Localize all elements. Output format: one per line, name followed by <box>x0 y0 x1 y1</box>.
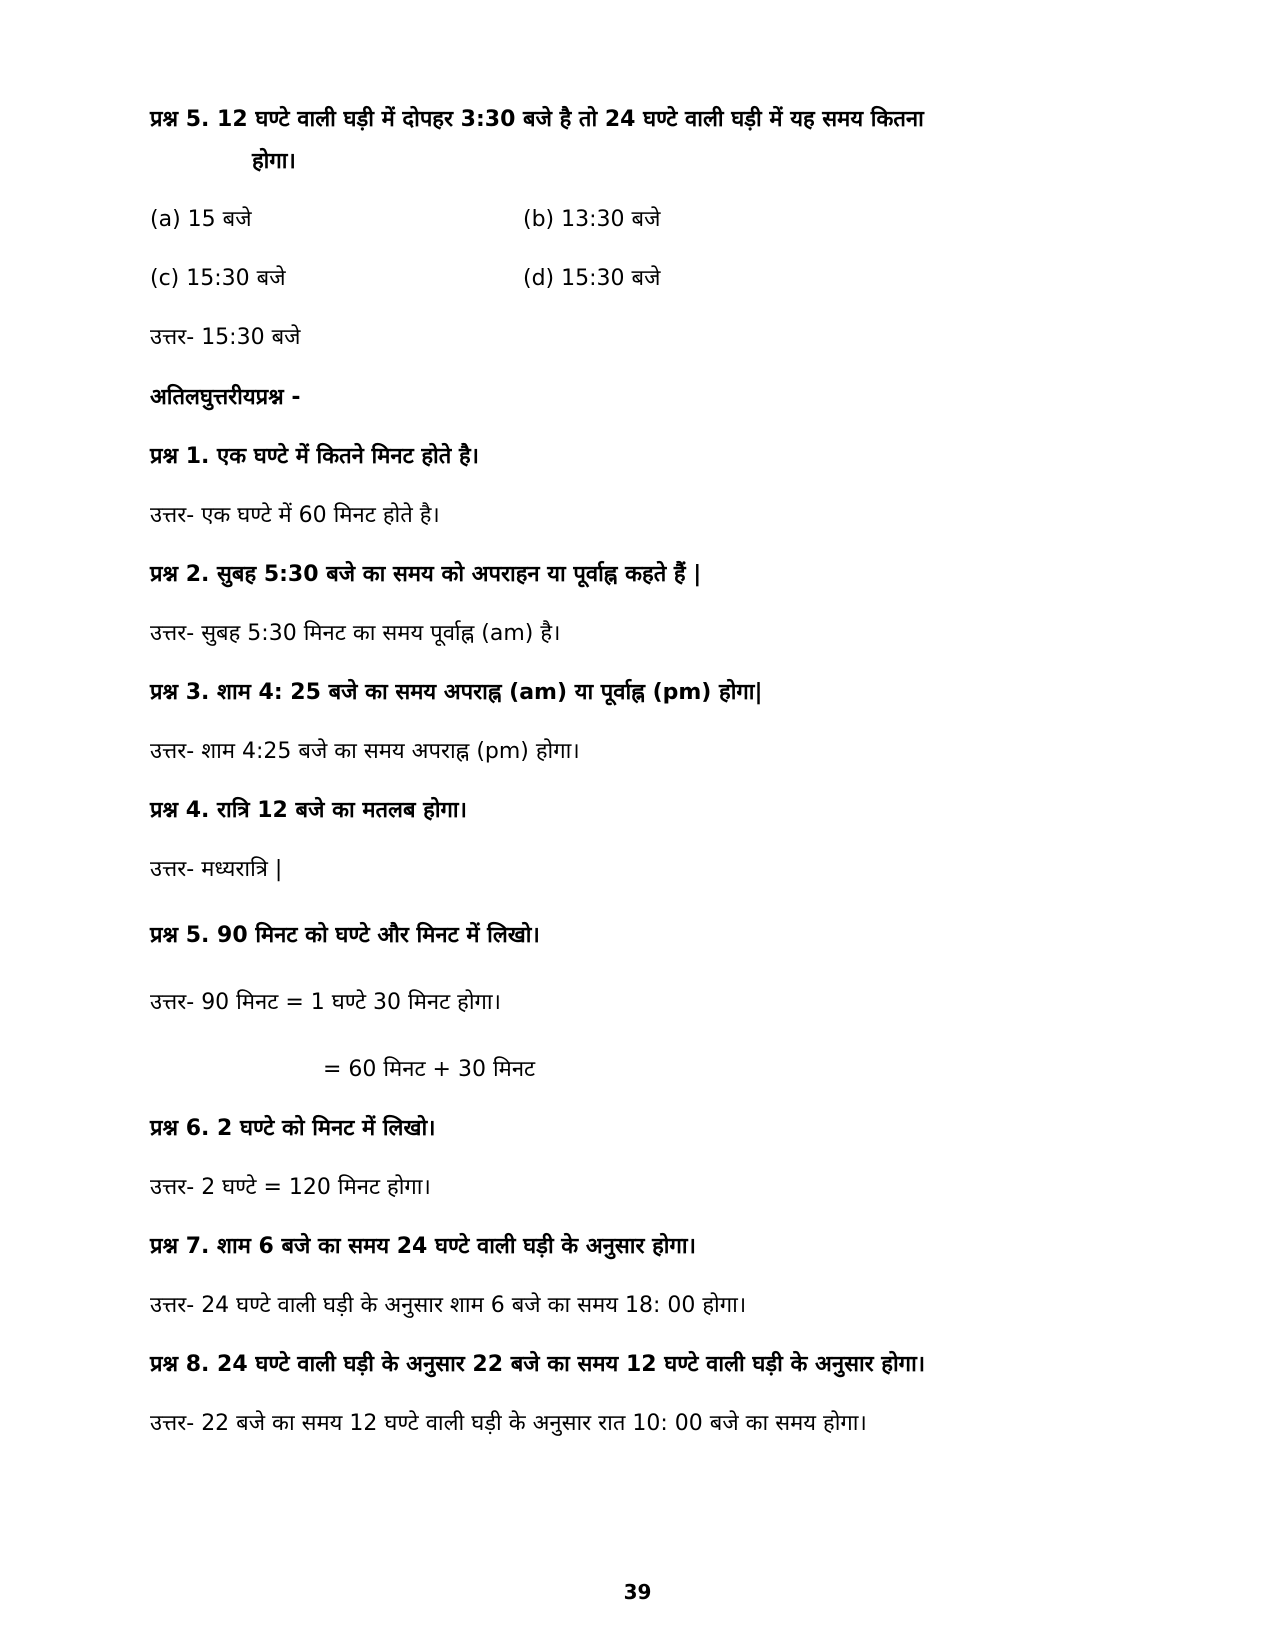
question-7: प्रश्न 7. शाम 6 बजे का समय 24 घण्टे वाली घड़ी के अनुसार होगा। <box>150 1234 696 1259</box>
answer-8: उत्तर- 22 बजे का समय 12 घण्टे वाली घड़ी के अनुसार रात 10: 00 बजे का समय होगा। <box>150 1411 867 1436</box>
answer-question-5: उत्तर- 15:30 बजे <box>150 325 301 350</box>
answer-3: उत्तर- शाम 4:25 बजे का समय अपराह्न (pm) होगा। <box>150 739 580 764</box>
question-8: प्रश्न 8. 24 घण्टे वाली घड़ी के अनुसार 22 बजे का समय 12 घण्टे वाली घड़ी के अनुसार होगा। <box>150 1352 926 1377</box>
answer-1: उत्तर- एक घण्टे में 60 मिनट होते है। <box>150 503 440 528</box>
section-heading: अतिलघुत्तरीयप्रश्न - <box>150 385 301 410</box>
answer-5b-continuation: = 60 मिनट + 30 मिनट <box>323 1057 536 1082</box>
question-5b: प्रश्न 5. 90 मिनट को घण्टे और मिनट में लिखो। <box>150 923 540 948</box>
answer-7: उत्तर- 24 घण्टे वाली घड़ी के अनुसार शाम 6 बजे का समय 18: 00 होगा। <box>150 1293 747 1318</box>
answer-6: उत्तर- 2 घण्टे = 120 मिनट होगा। <box>150 1175 431 1200</box>
option-a: (a) 15 बजे <box>150 207 252 232</box>
question-4: प्रश्न 4. रात्रि 12 बजे का मतलब होगा। <box>150 798 467 823</box>
question-1: प्रश्न 1. एक घण्टे में कितने मिनट होते है। <box>150 444 479 469</box>
answer-2: उत्तर- सुबह 5:30 मिनट का समय पूर्वाह्न (am) है। <box>150 621 561 646</box>
question-6: प्रश्न 6. 2 घण्टे को मिनट में लिखो। <box>150 1116 436 1141</box>
answer-5b: उत्तर- 90 मिनट = 1 घण्टे 30 मिनट होगा। <box>150 990 501 1015</box>
question-2: प्रश्न 2. सुबह 5:30 बजे का समय को अपराहन या पूर्वाह्न कहते हैं | <box>150 562 702 587</box>
question-3: प्रश्न 3. शाम 4: 25 बजे का समय अपराह्न (am) या पूर्वाह्न (pm) होगा| <box>150 680 763 705</box>
option-d: (d) 15:30 बजे <box>523 266 661 291</box>
option-b: (b) 13:30 बजे <box>523 207 661 232</box>
page-number: 39 <box>623 1580 652 1604</box>
answer-4: उत्तर- मध्यरात्रि | <box>150 857 283 882</box>
option-c: (c) 15:30 बजे <box>150 266 286 291</box>
question-5-line-1: प्रश्न 5. 12 घण्टे वाली घड़ी में दोपहर 3:30 बजे है तो 24 घण्टे वाली घड़ी में यह समय कितना <box>150 107 924 132</box>
question-5-line-2: होगा। <box>252 149 296 174</box>
